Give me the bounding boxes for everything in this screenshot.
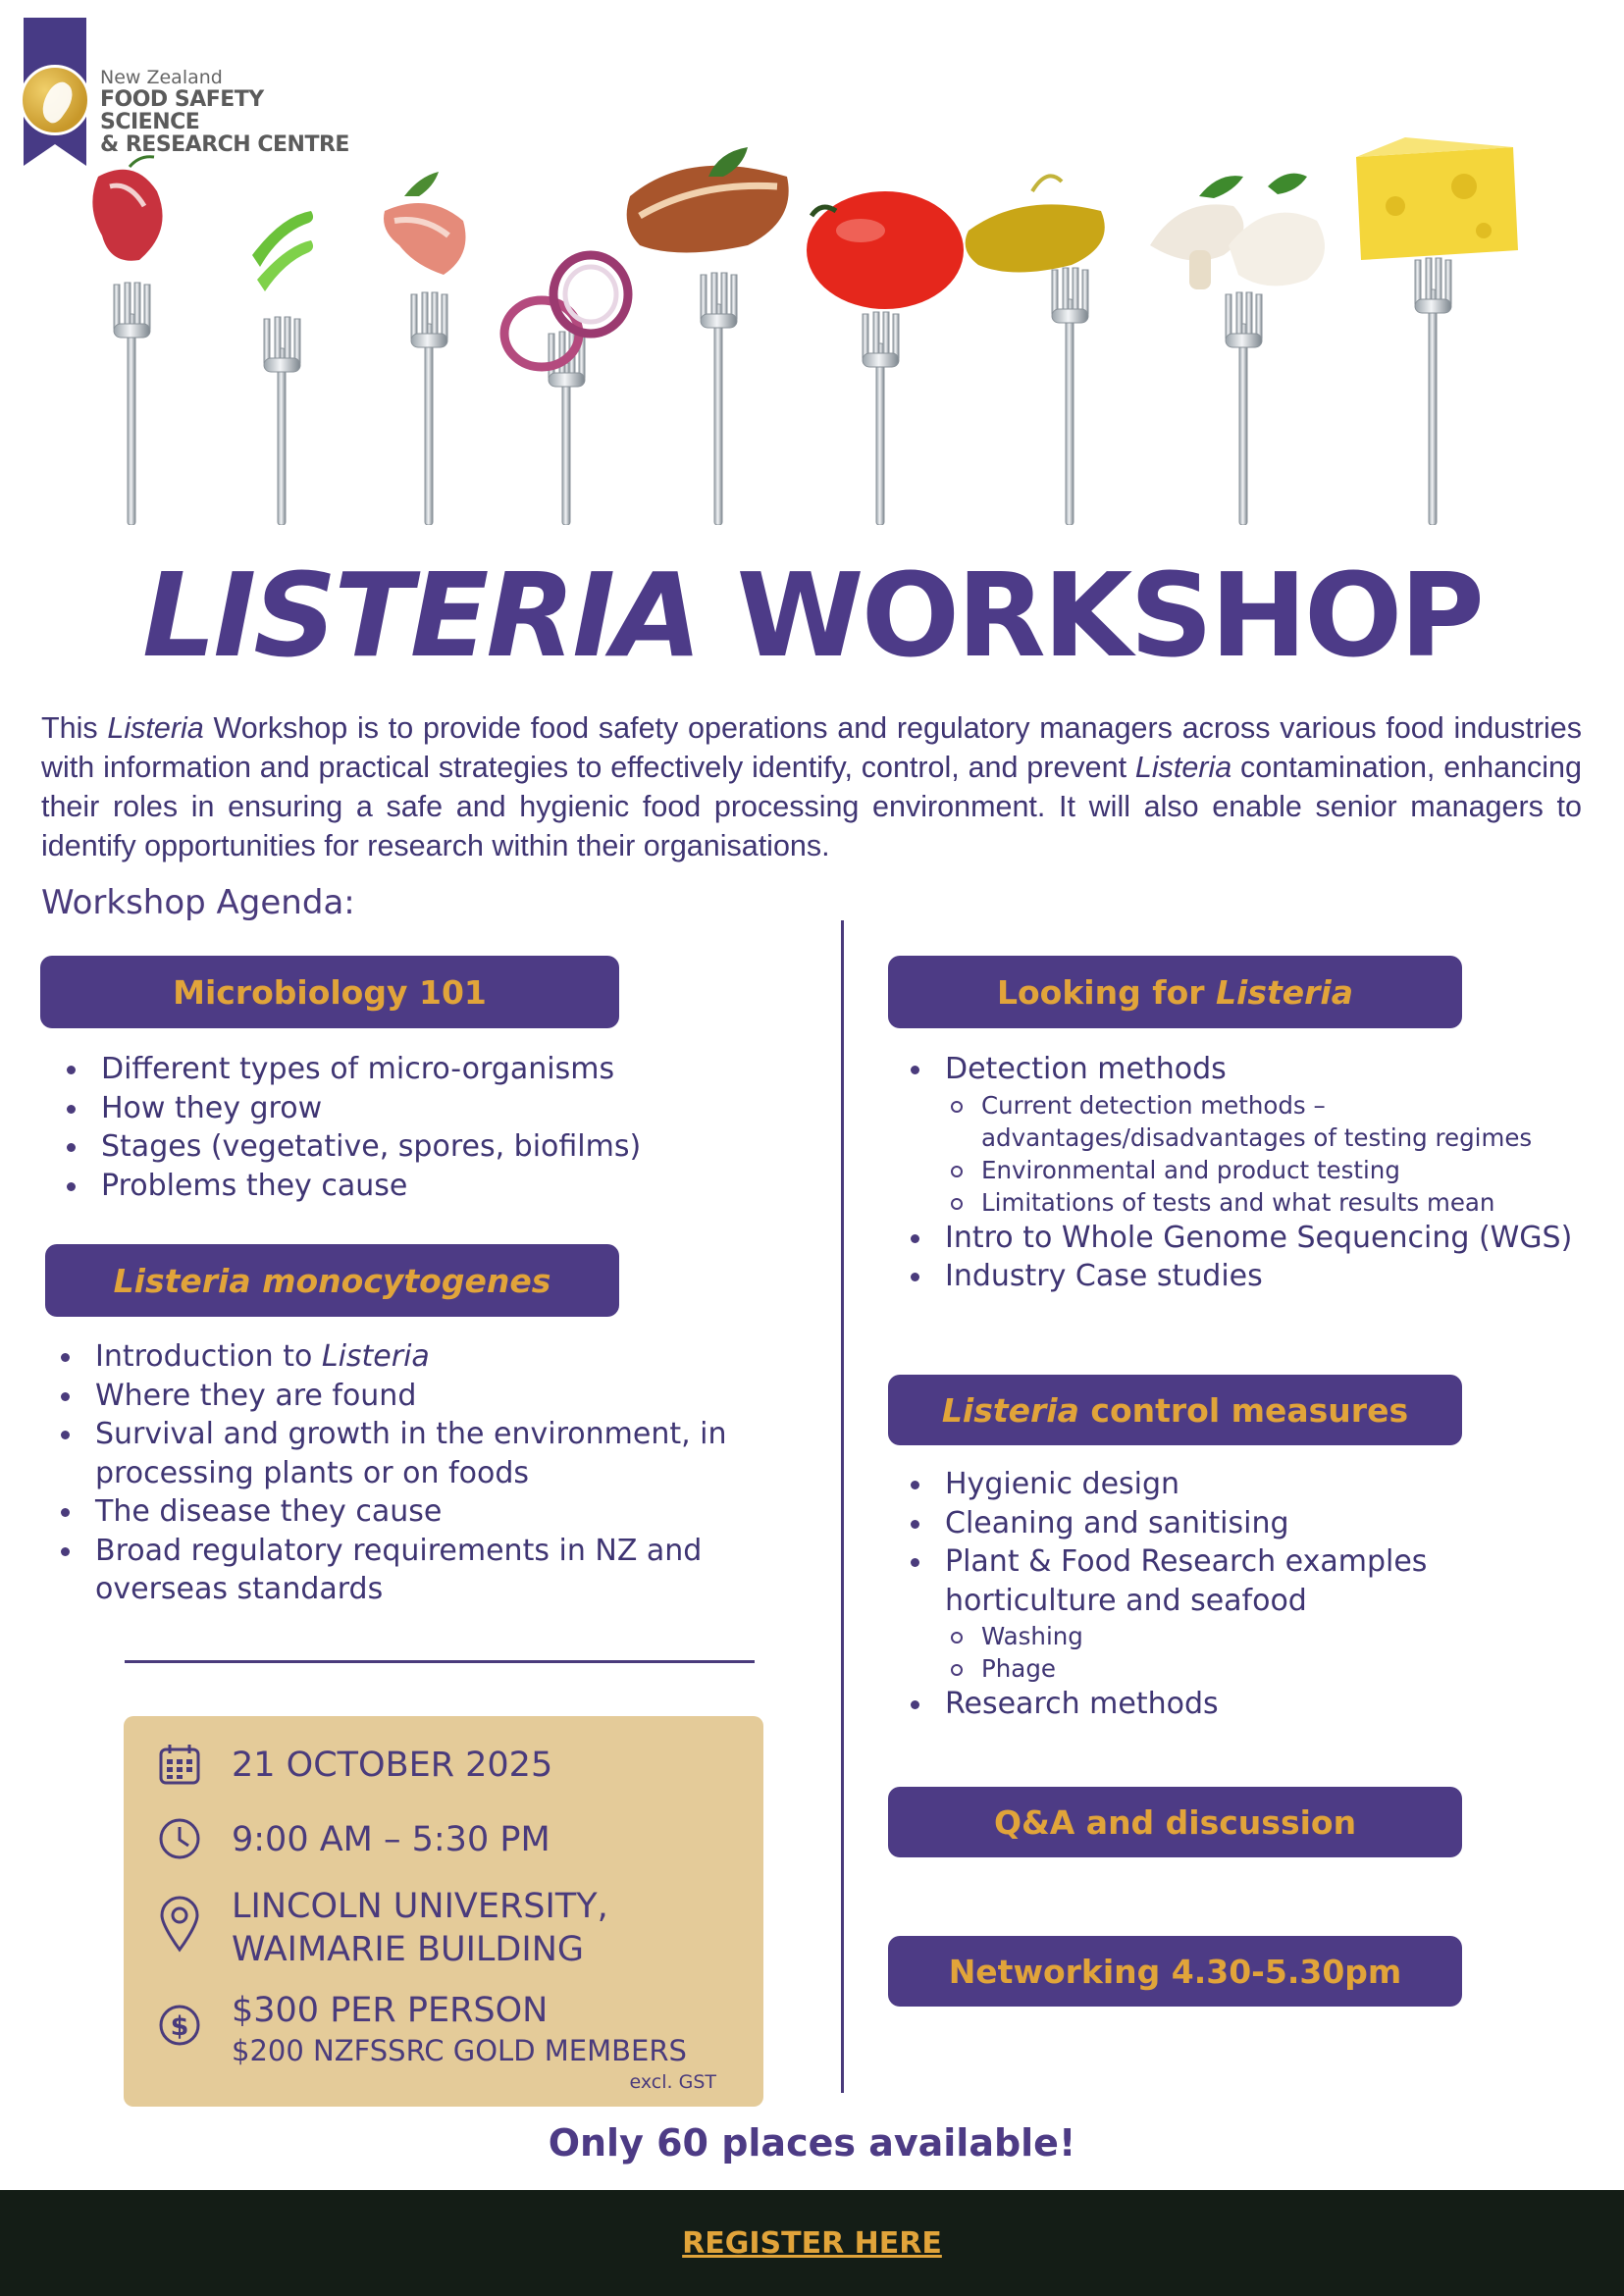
section-header-control-measures [888,1375,1462,1445]
calendar-icon [157,1742,202,1787]
list-item: Different types of micro-organisms [41,1050,708,1089]
section-header-looking-for-listeria [888,956,1462,1028]
list-item [35,1337,742,1377]
list-item-label: Detection methods [945,1052,1227,1086]
svg-text:$: $ [170,2011,189,2042]
title-workshop: WORKSHOP [736,548,1482,683]
list-item: Intro to Whole Genome Sequencing (WGS) [885,1219,1592,1258]
footer-bar [0,2190,1624,2296]
event-date-row [124,1738,763,1797]
left-divider-line [125,1660,755,1663]
listeria-monocytogenes-list [35,1337,742,1609]
section-title-listeria-monocytogenes: Listeria monocytogenes [113,1261,551,1300]
section-title-looking-italic: Listeria [1216,972,1354,1012]
intro-text-1: This [41,711,108,745]
column-divider [841,920,844,2093]
list-item: How they grow [41,1089,708,1128]
sub-list-item: Environmental and product testing [945,1154,1592,1186]
intro-text-3: contamination, enhancing their roles in ensuring a safe and hygienic food processing environment. It will also enable senior managers to identify opportunities for research within their organisations. [41,751,1582,862]
control-measures-list [885,1465,1572,1724]
section-title-networking: Networking 4.30-5.30pm [948,1952,1402,1991]
event-venue [232,1885,608,1971]
intro-paragraph [41,708,1582,865]
sub-list-item: Washing [945,1620,1572,1652]
sub-list-item: Phage [945,1652,1572,1685]
list-item: Research methods [885,1685,1572,1724]
list-item [885,1050,1592,1219]
page-title [0,548,1624,683]
list-item: Problems they cause [41,1167,708,1206]
microbiology-list [41,1050,708,1205]
list-item: Broad regulatory requirements in NZ and overseas standards [35,1532,742,1609]
logo-line-1: FOOD SAFETY SCIENCE [100,86,264,135]
list-item: Cleaning and sanitising [885,1504,1572,1543]
sub-list-item: Limitations of tests and what results mean [945,1186,1592,1219]
list-item-label: Plant & Food Research examples horticulture and seafood [945,1544,1428,1618]
title-listeria: LISTERIA [142,548,700,683]
list-item-italic: Listeria [321,1339,430,1374]
event-time: 9:00 AM – 5:30 PM [232,1820,550,1859]
dollar-icon [157,2003,202,2048]
event-venue-row [124,1875,763,1973]
logo-line-small: New Zealand [100,67,223,88]
section-title-looking-prefix: Looking for [996,972,1217,1012]
list-item: The disease they cause [35,1492,742,1532]
logo-line-2: & RESEARCH CENTRE [100,132,349,158]
intro-text-2: Workshop is to provide food safety operations and regulatory managers across various food industries with information and practical strategies to effectively identify, control, and prevent [41,711,1583,784]
list-item [885,1542,1572,1685]
venue-line-1: LINCOLN UNIVERSITY, [232,1887,608,1926]
food-items [92,137,1518,367]
looking-for-listeria-list [885,1050,1592,1296]
detection-sublist [945,1089,1592,1219]
section-title-control-rest: control measures [1078,1390,1409,1430]
register-link[interactable]: REGISTER HERE [682,2225,942,2261]
section-header-networking [888,1936,1462,2007]
clock-icon [157,1816,202,1861]
location-pin-icon [157,1895,202,1954]
gst-note: excl. GST [629,2071,716,2093]
event-price-members: $200 NZFSSRC GOLD MEMBERS [232,2034,687,2067]
hero-food-forks-image [41,137,1582,525]
section-header-microbiology [40,956,619,1028]
agenda-heading: Workshop Agenda: [41,883,355,922]
list-item: Survival and growth in the environment, in processing plants or on foods [35,1415,742,1492]
event-date: 21 OCTOBER 2025 [232,1746,553,1785]
sub-list-item: Current detection methods – advantages/disadvantages of testing regimes [945,1089,1592,1154]
logo-emblem [20,65,90,135]
places-available: Only 60 places available! [548,2121,1076,2165]
section-title-qa: Q&A and discussion [993,1802,1357,1842]
examples-sublist [945,1620,1572,1685]
list-item: Hygienic design [885,1465,1572,1504]
list-item: Where they are found [35,1377,742,1416]
section-title-microbiology: Microbiology 101 [173,972,487,1012]
list-item: Stages (vegetative, spores, biofilms) [41,1127,708,1167]
section-header-qa [888,1787,1462,1857]
section-header-listeria-monocytogenes [45,1244,619,1317]
event-time-row [124,1810,763,1869]
intro-italic-2: Listeria [1134,751,1232,784]
section-title-control-italic: Listeria [941,1390,1079,1430]
list-item-prefix: Introduction to [95,1339,322,1374]
event-price: $300 PER PERSON [232,1991,549,2030]
list-item: Industry Case studies [885,1257,1592,1296]
venue-line-2: WAIMARIE BUILDING [232,1930,585,1969]
intro-italic-1: Listeria [107,711,204,745]
event-info-box [124,1716,763,2107]
